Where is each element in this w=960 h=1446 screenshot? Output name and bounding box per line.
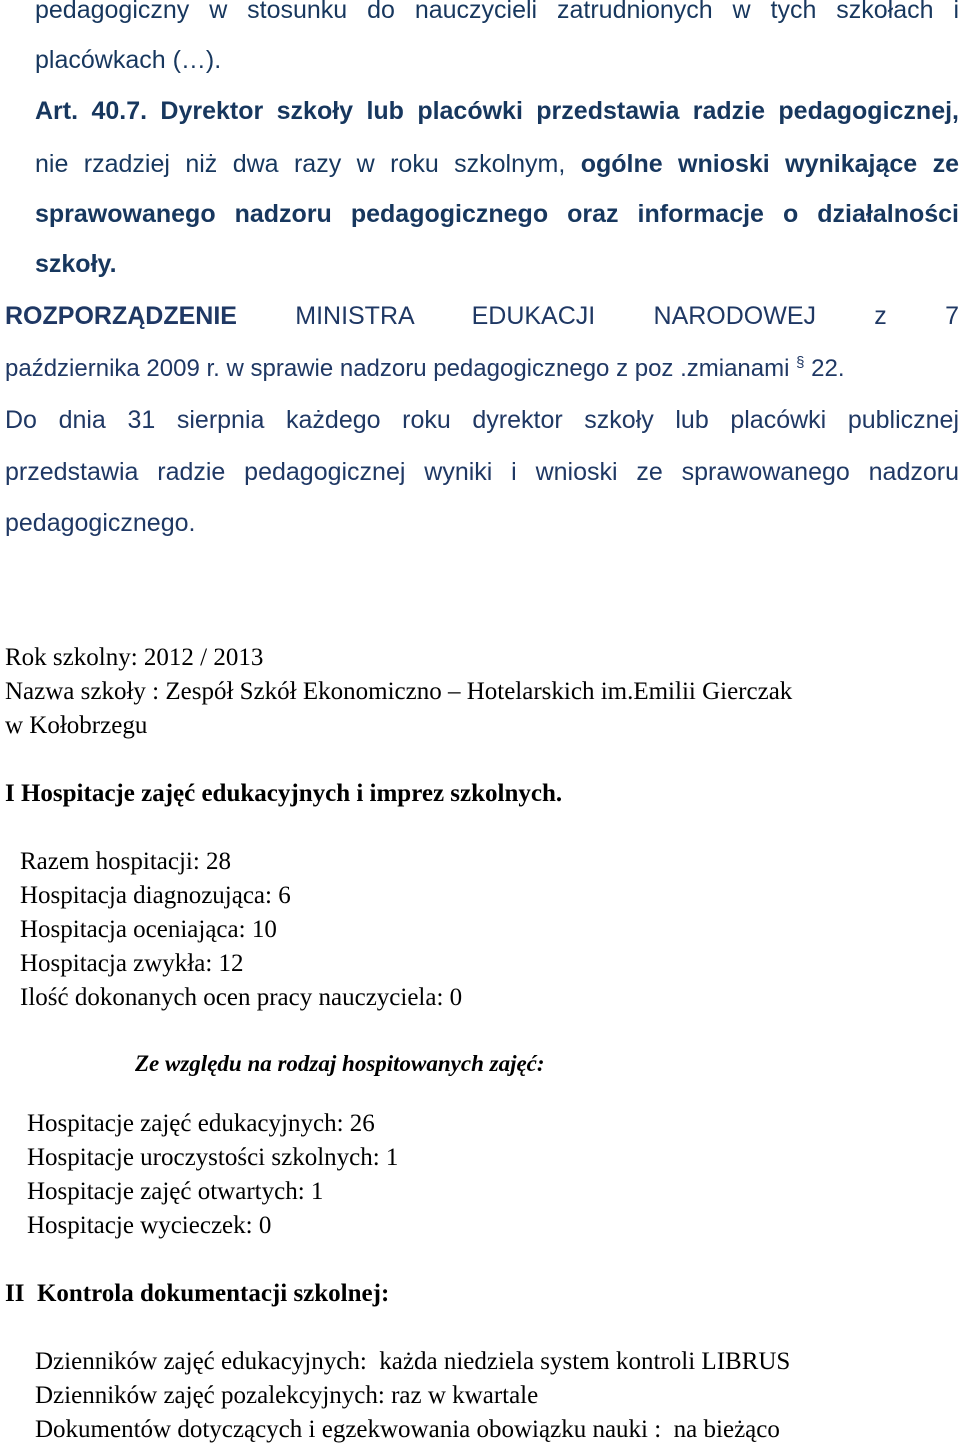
- control-item: Dzienników zajęć pozalekcyjnych: raz w kwartale: [35, 1382, 539, 1409]
- paragraph-line: pedagogiczny w stosunku do nauczycieli zatrudnionych w tych szkołach i: [35, 0, 959, 24]
- school-name-city: w Kołobrzegu: [5, 712, 148, 739]
- article-line: [35, 97, 959, 126]
- regulation-line: [5, 354, 845, 383]
- article-line: sprawowanego nadzoru pedagogicznego oraz informacje o działalności: [35, 200, 959, 228]
- regulation-text: października 2009 r. w sprawie nadzoru pedagogicznego z poz .zmianami: [5, 355, 790, 382]
- article-line: szkoły.: [35, 250, 117, 278]
- regulation-title-bold: ROZPORZĄDZENIE: [5, 302, 237, 330]
- type-item: Hospitacje wycieczek: 0: [27, 1212, 272, 1239]
- stat-item: Razem hospitacji: 28: [20, 848, 232, 875]
- paragraph-line: placówkach (…).: [35, 46, 222, 74]
- article-line: [35, 150, 959, 179]
- stat-item: Hospitacja zwykła: 12: [20, 950, 244, 977]
- regulation-paragraph-line: przedstawia radzie pedagogicznej wyniki i wnioski ze sprawowanego nadzoru: [5, 458, 959, 486]
- section-heading: I Hospitacje zajęć edukacyjnych i imprez szkolnych.: [5, 780, 563, 807]
- control-item: Dokumentów dotyczących i egzekwowania obowiązku nauki : na bieżąco: [35, 1416, 780, 1443]
- type-item: Hospitacje zajęć edukacyjnych: 26: [27, 1110, 375, 1137]
- regulation-paragraph-line: pedagogicznego.: [5, 509, 196, 537]
- regulation-paragraph-number: 22.: [804, 355, 845, 382]
- paragraph-sign: §: [796, 354, 805, 371]
- regulation-paragraph-line: Do dnia 31 sierpnia każdego roku dyrektor szkoły lub placówki publicznej: [5, 406, 959, 434]
- section-heading: II Kontrola dokumentacji szkolnej:: [5, 1280, 390, 1307]
- school-name: Nazwa szkoły : Zespół Szkół Ekonomiczno – Hotelarskich im.Emilii Gierczak: [5, 678, 793, 705]
- type-item: Hospitacje zajęć otwartych: 1: [27, 1178, 324, 1205]
- regulation-title-rest: MINISTRA EDUKACJI NARODOWEJ z 7: [236, 302, 959, 330]
- type-item: Hospitacje uroczystości szkolnych: 1: [27, 1144, 399, 1171]
- article-text: nie rzadziej niż dwa razy w roku szkolnym,: [35, 150, 566, 178]
- school-year: Rok szkolny: 2012 / 2013: [5, 644, 264, 671]
- regulation-title: [5, 302, 959, 331]
- article-number: Art. 40.7.: [35, 97, 148, 125]
- article-text-bold: ogólne wnioski wynikające ze: [565, 150, 959, 178]
- control-item: Dzienników zajęć edukacyjnych: każda niedziela system kontroli LIBRUS: [35, 1348, 791, 1375]
- stat-item: Ilość dokonanych ocen pracy nauczyciela: 0: [20, 984, 463, 1011]
- article-text-bold: Dyrektor szkoły lub placówki przedstawia radzie pedagogicznej,: [147, 97, 959, 125]
- stat-item: Hospitacja diagnozująca: 6: [20, 882, 291, 909]
- stat-item: Hospitacja oceniająca: 10: [20, 916, 277, 943]
- subheading: Ze względu na rodzaj hospitowanych zajęć:: [135, 1051, 545, 1076]
